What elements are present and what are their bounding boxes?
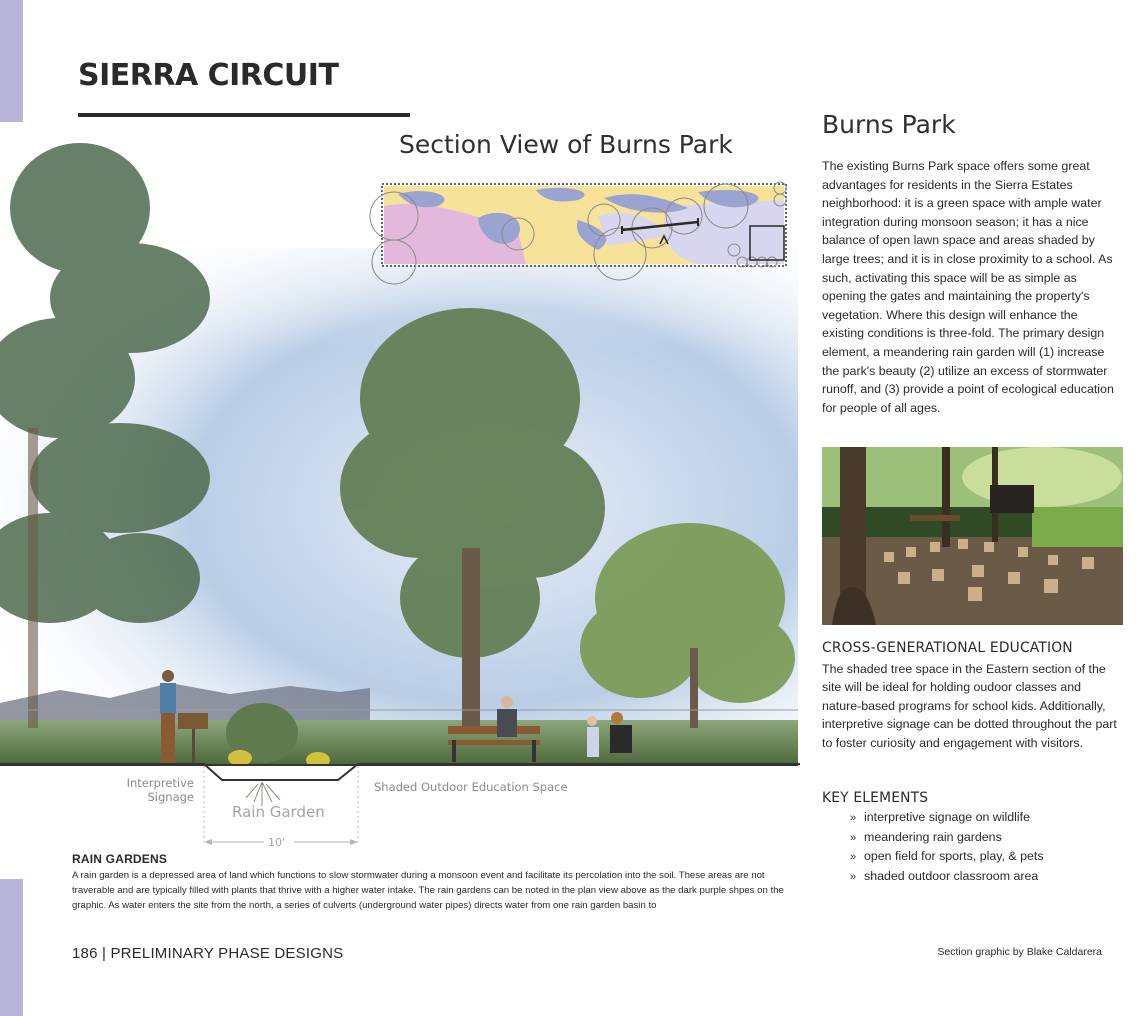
bullet-icon: » bbox=[850, 831, 857, 844]
label-dimension: 10' bbox=[268, 836, 286, 849]
graphic-credit: Section graphic by Blake Caldarera bbox=[937, 946, 1102, 958]
list-item bbox=[850, 828, 1044, 848]
accent-bar-bottom bbox=[0, 879, 23, 1016]
bullet-icon: » bbox=[850, 812, 857, 824]
cross-generational-heading: CROSS-GENERATIONAL EDUCATION bbox=[822, 640, 1073, 656]
outdoor-classroom-photo bbox=[822, 447, 1123, 625]
rain-gardens-heading: RAIN GARDENS bbox=[72, 852, 168, 866]
list-item bbox=[850, 867, 1044, 887]
burns-park-body: The existing Burns Park space offers some great advantages for residents in the Sierra Estates neighborhood: it is a green space with ample water integration during monsoon season; it has a nice balance of open lawn space and areas shaded by large trees; and it is in close proximity to a school. As such, activating this space will be as simple as opening the gates and maintaining the property's vegetation. Where this design will enhance the existing conditions is three-fold. The primary design element, a meandering rain garden will (1) increase the park's beauty (2) utilize an excess of stormwater runoff, and (3) provide a point of ecological education for people of all ages. bbox=[822, 159, 1114, 415]
bullet-icon: » bbox=[850, 870, 857, 883]
list-item-text: open field for sports, play, & pets bbox=[864, 849, 1044, 864]
list-item-text: shaded outdoor classroom area bbox=[864, 868, 1039, 883]
accent-bar-top bbox=[0, 0, 23, 122]
page-title: SIERRA CIRCUIT bbox=[78, 58, 339, 93]
section-heading: Section View of Burns Park bbox=[399, 130, 733, 159]
label-rain-garden: Rain Garden bbox=[232, 803, 325, 821]
label-shaded-space: Shaded Outdoor Education Space bbox=[374, 780, 568, 794]
rain-gardens-body: A rain garden is a depressed area of land which functions to slow stormwater during a monsoon event and facilitate its percolation into the soil. These areas are not traverable and are typically filled with plants that thrive with a higher water intake. The rain gardens can be noted in the plan view above as the dark purple shpes on the graphic. As water enters the site from the north, a series of culverts (underground water pipes) directs water from one rain garden basin to bbox=[72, 870, 784, 911]
list-item bbox=[850, 847, 1044, 867]
bullet-icon: » bbox=[850, 851, 857, 864]
list-item-text: meandering rain gardens bbox=[864, 829, 1002, 844]
burns-park-title: Burns Park bbox=[822, 110, 956, 139]
key-elements-heading: KEY ELEMENTS bbox=[822, 790, 929, 806]
section-profile bbox=[0, 760, 800, 856]
page-footer: 186 | PRELIMINARY PHASE DESIGNS bbox=[72, 945, 344, 962]
cross-generational-body: The shaded tree space in the Eastern section of the site will be ideal for holding oudoor classes and nature-based programs for school kids. Additionally, interpretive signage can be dotted throughout the part to foster curiosity and engagement with visitors. bbox=[822, 662, 1117, 750]
key-elements-list bbox=[850, 808, 1044, 886]
title-rule bbox=[78, 113, 410, 117]
label-interpretive-signage: Interpretive Signage bbox=[126, 776, 194, 804]
list-item-text: interpretive signage on wildlife bbox=[864, 810, 1030, 824]
list-item bbox=[850, 808, 1044, 828]
plan-view-graphic bbox=[368, 176, 798, 290]
